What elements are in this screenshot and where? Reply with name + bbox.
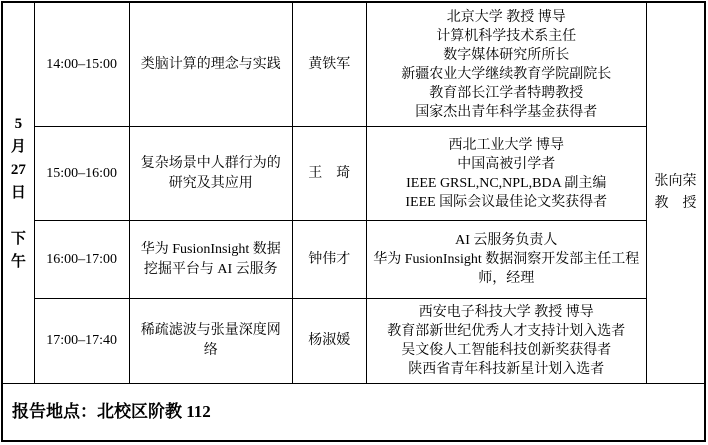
speaker-cell: 杨淑媛 [292,298,366,383]
bio-line: 北京大学 教授 博导 [446,9,566,25]
speaker-bio-cell [366,298,646,383]
speaker-cell: 王 琦 [292,127,366,221]
bio-line: AI 云服务负责人 [455,233,558,249]
schedule-table [1,1,706,442]
bio-line: 新疆农业大学继续教育学院副院长 [401,66,612,82]
date-cell [2,2,34,384]
date-line: 5 [14,115,23,132]
time-cell: 17:00–17:40 [34,298,129,383]
bio-line: 西北工业大学 博导 [448,137,565,153]
date-line: 月 [10,138,26,155]
talk-title-cell: 类脑计算的理念与实践 [129,2,292,127]
speaker-bio-cell [366,127,646,221]
time-cell: 14:00–15:00 [34,2,129,127]
table-row [2,127,705,221]
bio-line: IEEE 国际会议最佳论文奖获得者 [405,194,608,210]
speaker-bio-cell [366,2,646,127]
bio-line: 陕西省青年科技新星计划入选者 [408,362,605,378]
table-row [2,298,705,383]
talk-title-cell: 华为 FusionInsight 数据挖掘平台与 AI 云服务 [129,221,292,298]
talk-title-cell: 复杂场景中人群行为的研究及其应用 [129,127,292,221]
date-line: 27 [10,161,26,178]
bio-line: 国家杰出青年科学基金获得者 [415,104,598,120]
date-line: 午 [10,253,26,270]
bio-line: 教育部长江学者特聘教授 [429,85,584,101]
host-name: 张向荣 [654,174,697,190]
venue-row [2,384,705,441]
date-line: 日 [10,184,26,201]
host-cell [646,2,705,384]
bio-line: 吴文俊人工智能科技创新奖获得者 [401,343,612,359]
table-row [2,2,705,127]
time-cell: 15:00–16:00 [34,127,129,221]
speaker-bio-cell [366,221,646,298]
bio-line: 数字媒体研究所所长 [443,47,570,63]
bio-line: 华为 FusionInsight 数据洞察开发部主任工程师，经理 [373,252,640,287]
time-cell: 16:00–17:00 [34,221,129,298]
table-row [2,221,705,298]
venue-text: 报告地点：北校区阶教 112 [2,384,705,441]
bio-line: IEEE GRSL,NC,NPL,BDA 副主编 [406,175,607,191]
speaker-cell: 黄铁军 [292,2,366,127]
date-line [3,205,34,228]
speaker-cell: 钟伟才 [292,221,366,298]
bio-line: 计算机科学技术系主任 [436,28,577,44]
bio-line: 西安电子科技大学 教授 博导 [418,305,594,321]
bio-line: 教育部新世纪优秀人才支持计划入选者 [387,324,626,340]
document-page [0,1,708,445]
bio-line: 中国高被引学者 [457,156,556,172]
host-title: 教 授 [654,196,697,212]
talk-title-cell: 稀疏滤波与张量深度网络 [129,298,292,383]
date-line: 下 [10,230,26,247]
